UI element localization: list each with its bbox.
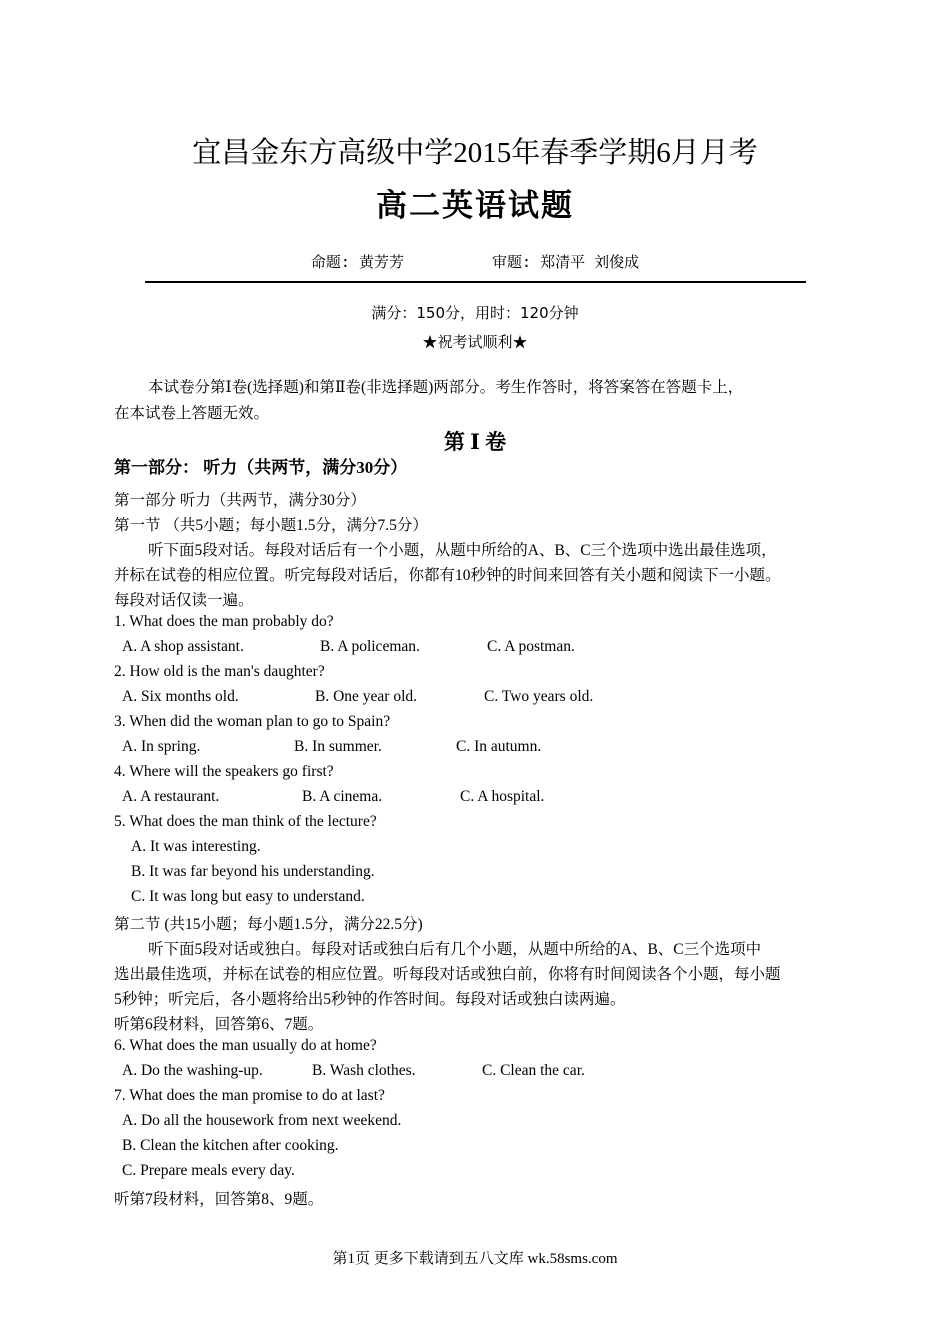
- question-2-option-b: B. One year old.: [315, 688, 418, 705]
- question-5-option-b: B. It was far beyond his understanding.: [131, 863, 375, 880]
- question-1-option-b: B. A policeman.: [320, 638, 420, 655]
- section1-instructions-3: 每段对话仅读一遍。: [114, 592, 254, 609]
- setter-label: 命题:: [310, 253, 350, 271]
- question-3-option-a: A. In spring.: [122, 738, 201, 755]
- part-title: 第一部分： 听力（共两节，满分30分）: [114, 458, 408, 477]
- question-7: 7. What does the man promise to do at last?: [114, 1087, 385, 1104]
- authors-line: [0, 251, 950, 272]
- section2-instructions-3: 5秒钟；听完后，各小题将给出5秒钟的作答时间。每段对话或独白读两遍。: [114, 991, 626, 1008]
- question-4-option-a: A. A restaurant.: [122, 788, 220, 805]
- question-2: 2. How old is the man's daughter?: [114, 663, 325, 680]
- material-6-note: 听第6段材料，回答第6、7题。: [114, 1016, 324, 1033]
- section1-instructions-1: 听下面5段对话。每段对话后有一个小题，从题中所给的A、B、C三个选项中选出最佳选项，: [148, 542, 777, 559]
- question-3: 3. When did the woman plan to go to Spain?: [114, 713, 391, 730]
- intro-line-2: 在本试卷上答题无效。: [114, 405, 270, 422]
- section2-heading: 第二节 (共15小题；每小题1.5分，满分22.5分): [114, 916, 423, 933]
- intro-line-1: 本试卷分第Ⅰ卷(选择题)和第Ⅱ卷(非选择题)两部分。考生作答时，将答案答在答题卡上，: [148, 379, 744, 396]
- question-3-option-c: C. In autumn.: [456, 738, 542, 755]
- part-line: 第一部分 听力（共两节，满分30分）: [114, 492, 366, 509]
- volume-title: 第 Ⅰ 卷: [443, 430, 507, 454]
- reviewer-label: 审题:: [492, 253, 532, 271]
- question-2-option-a: A. Six months old.: [122, 688, 239, 705]
- question-7-option-a: A. Do all the housework from next weekend.: [122, 1112, 402, 1129]
- exam-subtitle: 高二英语试题: [376, 188, 574, 223]
- reviewer-names: 郑清平 刘俊成: [540, 253, 640, 271]
- question-6: 6. What does the man usually do at home?: [114, 1037, 377, 1054]
- question-2-option-c: C. Two years old.: [484, 688, 594, 705]
- question-4-option-b: B. A cinema.: [302, 788, 383, 805]
- section1-heading: 第一节 （共5小题；每小题1.5分，满分7.5分）: [114, 517, 428, 534]
- question-4: 4. Where will the speakers go first?: [114, 763, 334, 780]
- exam-title: 宜昌金东方高级中学2015年春季学期6月月考: [192, 137, 758, 169]
- page-footer: 第1页 更多下载请到五八文库 wk.58sms.com: [332, 1251, 618, 1267]
- question-3-option-b: B. In summer.: [294, 738, 382, 755]
- question-7-option-c: C. Prepare meals every day.: [122, 1162, 295, 1179]
- setter-name: 黄芳芳: [358, 253, 404, 271]
- section2-instructions-2: 选出最佳选项，并标在试卷的相应位置。听每段对话或独白前，你将有时间阅读各个小题，每小题: [114, 966, 781, 983]
- question-5-option-a: A. It was interesting.: [131, 838, 261, 855]
- question-5-option-c: C. It was long but easy to understand.: [131, 888, 365, 905]
- section1-instructions-2: 并标在试卷的相应位置。听完每段对话后，你都有10秒钟的时间来回答有关小题和阅读下一小题。: [114, 567, 781, 584]
- good-luck-wish: ★祝考试顺利★: [422, 335, 528, 351]
- question-5: 5. What does the man think of the lecture?: [114, 813, 377, 830]
- question-6-option-a: A. Do the washing-up.: [122, 1062, 263, 1079]
- question-1-option-c: C. A postman.: [487, 638, 575, 655]
- section2-instructions-1: 听下面5段对话或独白。每段对话或独白后有几个小题，从题中所给的A、B、C三个选项中: [148, 941, 762, 958]
- question-7-option-b: B. Clean the kitchen after cooking.: [122, 1137, 339, 1154]
- question-1-option-a: A. A shop assistant.: [122, 638, 244, 655]
- question-6-option-c: C. Clean the car.: [482, 1062, 585, 1079]
- question-4-option-c: C. A hospital.: [460, 788, 545, 805]
- material-7-note: 听第7段材料，回答第8、9题。: [114, 1191, 324, 1208]
- question-1: 1. What does the man probably do?: [114, 613, 334, 630]
- score-time: 满分：150分，用时：120分钟: [371, 304, 579, 322]
- question-6-option-b: B. Wash clothes.: [312, 1062, 416, 1079]
- header-divider: [145, 281, 806, 283]
